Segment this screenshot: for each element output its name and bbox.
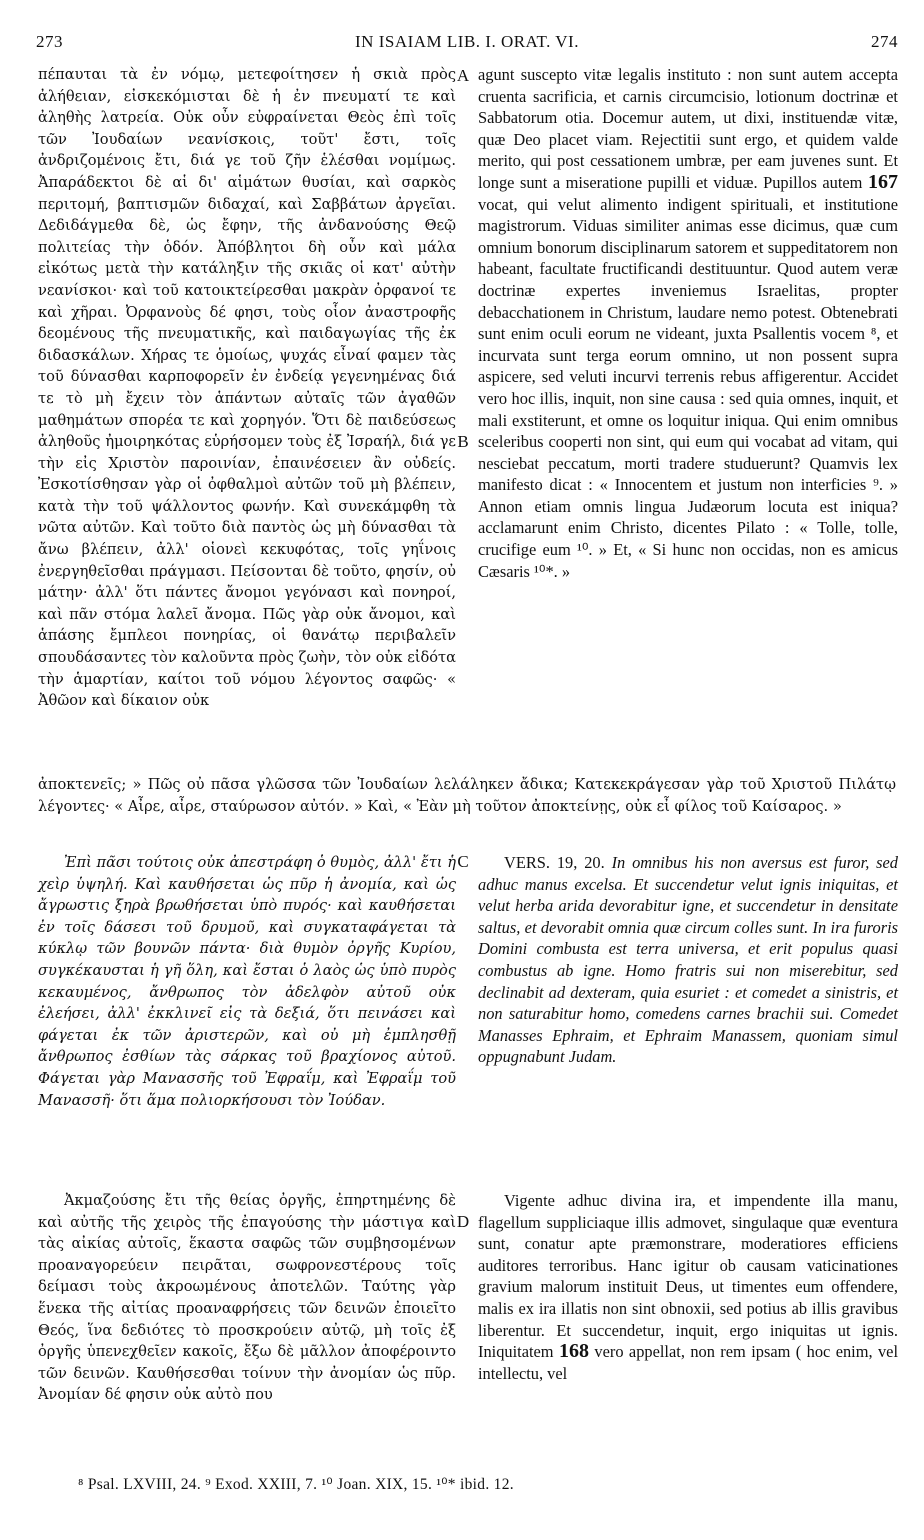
column-number-168: 168: [558, 1340, 589, 1363]
running-title: IN ISAIAM LIB. I. ORAT. VI.: [355, 32, 579, 51]
latin-text-2: [478, 852, 898, 1068]
latin-text-1-part-a: agunt suscepto vitæ legalis instituto : non sunt autem accepta cruenta sacrificia, et carnis circumcisio, lotionum doctrinæ et Sabbatorum otia. Docemur autem, ut dixi, instituendæ vitæ, quæ Deo placet viam. Rejectitii sunt ergo, et quidem valde merito, qui post cessationem umbræ, per eam juvenes sunt. Et longe sunt a miseratione pupilli et viduæ. Pupillos autem: [478, 65, 898, 192]
margin-marker-d: D: [456, 1212, 470, 1231]
latin-text-3-part-b: vero appellat, non rem ipsam ( hoc enim, vel intellectu, vel: [478, 1342, 898, 1383]
latin-column-section-3: [478, 1190, 898, 1384]
page-header: [36, 32, 898, 54]
greek-column-section-3: [38, 1190, 456, 1406]
margin-marker-a: A: [456, 66, 470, 85]
full-width-greek-line: [38, 774, 896, 817]
margin-marker-b: B: [457, 432, 469, 451]
verse-heading: VERS. 19, 20.: [504, 853, 605, 872]
footnotes: ⁸ Psal. LXVIII, 24. ⁹ Exod. XXIII, 7. ¹⁰ Joan. XIX, 15. ¹⁰* ibid. 12.: [78, 1476, 514, 1493]
page-number-right: 274: [871, 32, 898, 51]
latin-text-3-part-a: Vigente adhuc divina ira, et impendente illa manu, flagellum suppliciaque illis admovet, singulaque quæ eventura sunt, conatur apte præmonstrare, moderatiores efficiens auditores terroribus. Hanc igitur ob causam vaticinationes gravium malorum instituit Deus, ut timentes eum offendere, malis ex ira illatis non sint obnoxii, sed potius ab illis gravibus liberentur. Et succendetur, inquit, ergo iniquitas ut ignis. Iniquitatem: [478, 1191, 898, 1362]
latin-text-3: [478, 1190, 898, 1384]
latin-column-section-1: [478, 64, 898, 582]
greek-column-section-1: [38, 64, 456, 712]
page-number-left: 273: [36, 32, 63, 51]
greek-text-3: Ἀκμαζούσης ἔτι τῆς θείας ὀργῆς, ἐπηρτημένης δὲ καὶ αὐτῆς τῆς χειρὸς τῆς ἐπαγούσης τὴν μάστιγα καὶ τὰς αἰκίας αὐτοῖς, ἕκαστα σαφῶς τῶν συμβησομένων προαναγορεύειν πειρᾶται, σωφρονεστέρους τοῖς δείμασι τοὺς ἀκροωμένους ἀποτελῶν. Ταύτης γὰρ ἕνεκα τῆς αἰτίας προαναφρήσεις τῶν δεινῶν ἐποιεῖτο Θεός, ἵνα δεδιότες τὸ προσκρούειν αὐτῷ, μὴ τοῖς ἐξ ὀργῆς ὑπενεχθεῖεν κακοῖς, ἔξω δὲ μᾶλλον ἀποφέροιντο τῶν δεινῶν. Καυθήσεσθαι τοίνυν τὴν ἀνομίαν ὡς πῦρ. Ἀνομίαν δέ φησιν οὐκ αὐτὸ που: [38, 1192, 456, 1404]
latin-text-1-part-b: vocat, qui velut alimento indigent spirituali, et institutione magistrorum. Viduas similiter animas esse dicimus, quæ cum omnium bonorum disciplinarum satorem et suppeditatorem non habeant, facultate fructificandi destituuntur. Quod autem veræ doctrinæ expertes inveniemus Israelitas, propter debacchationem in Christum, laudare nemo potest. Obtenebrati sunt enim oculi eorum ne videant, juxta Psallentis vocem ⁸, et incurvata sunt terga eorum omnino, ut non possent supra aspicere, sed veluti incurvi terrenis rebus affigerentur. Accidet vero hoc illis, inquit, non sine causa : sed quia omnes, inquit, et mali exstiterunt, et omne os loquitur iniqua. Qui enim omnibus sceleribus cooperti non sint, qui eum qui vocabat ad vitam, qui nesciebat peccatum, morti tradere studuerunt? Quamvis lex manifesto dicat : « Innocentem et justum non interficies ⁹. » Annon etiam omnis lingua Judæorum locuta est iniqua? acclamarunt enim Christo, dicentes Pilato : « Tolle, tolle, crucifige eum ¹⁰. » Et, « Si hunc non occidas, non es amicus Cæsaris ¹⁰*. »: [478, 194, 898, 581]
greek-text-1: πέπαυται τὰ ἐν νόμῳ, μετεφοίτησεν ἡ σκιὰ πρὸς ἀλήθειαν, εἰσκεκόμισται δὲ ἡ ἐν πνευματί τε καὶ ἀληθὴς λατρεία. Οὐκ οὖν εὐφραίνεται Θεὸς ἐπὶ τοῖς τῶν Ἰουδαίων νεανίσκοις, τοῦτ' ἔστι, τοῖς ἀνδριζομένοις ἔτι, διά γε τοῦ ζῆν ἑλέσθαι νομίμως. Ἀπαράδεκτοι δὲ αἱ δι' αἱμάτων θυσίαι, καὶ σαρκὸς περιτομή, βαπτισμῶν διδαχαί, καὶ Σαββάτων ἀργεῖαι. Δεδιδάγμεθα δὲ, ὡς ἔφην, τῆς ἀνδανούσης Θεῷ πολιτείας τὴν ὁδόν. Ἀπόβλητοι δὴ οὖν καὶ μάλα εἰκότως μετὰ τὴν κατάληξιν τῆς σκιᾶς οἱ κατ' αὐτὴν νεανίσκοι· καὶ τοῦ κατοικτείρεσθαι μακρὰν ὀρφανοί τε καὶ χῆραι. Ὀρφανοὺς δέ φησι, τοὺς οἷον ἀναστροφῆς δεομένους τῆς πνευματικῆς, καὶ παιδαγωγίας τῆς ἐκ διδασκάλων. Χήρας τε ὁμοίως, ψυχάς εἶναί φαμεν τὰς τοῦ δύνασθαι καρποφορεῖν ἐν ἐνδείᾳ γεγενημένας διά τε τὸ μὴ ἔχειν τὸν ἁπάντων αὐταῖς τῶν ἀγαθῶν μαθημάτων σπορέα τε καὶ χορηγόν. Ὅτι δὲ παιδεύσεως ἀληθοῦς ἠμοιρηκότας εὑρήσομεν τοὺς ἐξ Ἰσραήλ, διά γε τὴν εἰς Χριστὸν παροινίαν, ἐπαινέσειεν ἂν οὐδείς. Ἐσκοτίσθησαν γὰρ οἱ ὀφθαλμοὶ αὐτῶν τοῦ μὴ βλέπειν, κατὰ τὴν τοῦ ψάλλοντος φωνήν. Καὶ συνεκάμφθη τὰ νῶτα αὐτῶν. Καὶ τοῦτο διὰ παντὸς ὡς μὴ δύνασθαι τὰ ἄνω βλέπειν, ἀλλ' οἱονεὶ κεκυφότας, τοῖς γηΐνοις ἐνεργηθεῖσθαι πράγμασι. Πείσονται δὲ τοῦτο, φησίν, οὐ μάτην· ἀλλ' ὅτι πάντες ἄνομοι γεγόνασι καὶ πονηροί, καὶ πᾶν στόμα λαλεῖ ἄνομα. Πῶς γὰρ οὐκ ἄνομοι, καὶ ἁπάσης ἔμπλεοι πονηρίας, οἱ θανάτῳ περιβαλεῖν σπουδάσαντες τὸν καλοῦντα πρὸς ζωὴν, τὸν οὐκ εἰδότα τὴν ἁμαρτίαν, καίτοι τοῦ νόμου λέγοντος σαφῶς· « Ἀθῶον καὶ δίκαιον οὐκ: [38, 66, 456, 710]
latin-verse-text: In omnibus his non aversus est furor, sed adhuc manus excelsa. Et succendetur velut ignis iniquitas, et velut herba arida devorabitur igne, et succendetur in densitate saltus, et devorabit omnia quæ circum colles sunt. In ira furoris Domini combusta est terra universa, et erit populus quasi combustus ab igne. Homo fratris sui non miserebitur, sed declinabit ad dexteram, quia esuriet : et comedet a sinistris, et non saturabitur homo, comedens carnes brachii sui. Comedet Manasses Ephraim, et Ephraim Manassem, quoniam simul oppugnabunt Judam.: [478, 853, 898, 1067]
full-width-greek-text: ἀποκτενεῖς; » Πῶς οὐ πᾶσα γλῶσσα τῶν Ἰουδαίων λελάληκεν ἄδικα; Κατεκεκράγεσαν γὰρ τοῦ Χριστοῦ Πιλάτῳ λέγοντες· « Αἶρε, αἶρε, σταύρωσον αὐτόν. » Καὶ, « Ἐὰν μὴ τοῦτον ἀποκτείνῃς, οὐκ εἶ φίλος τοῦ Καίσαρος. »: [38, 776, 896, 815]
latin-text-1: [478, 64, 898, 582]
greek-column-section-2: [38, 852, 456, 1111]
greek-text-2: Ἐπὶ πᾶσι τούτοις οὐκ ἀπεστράφη ὁ θυμὸς, ἀλλ' ἔτι ἡ χεὶρ ὑψηλή. Καὶ καυθήσεται ὡς πῦρ ἡ ἀνομία, καὶ ὡς ἄγρωστις ξηρὰ βρωθήσεται ὑπὸ πυρός· καὶ καυθήσεται ἐν τοῖς δάσεσι τοῦ δρυμοῦ, καὶ συγκαταφάγεται τὰ κύκλῳ τῶν βουνῶν πάντα· διὰ θυμὸν ὀργῆς Κυρίου, συγκέκαυσται ἡ γῆ ὅλη, καὶ ἔσται ὁ λαὸς ὡς ὑπὸ πυρὸς κεκαυμένος, ἄνθρωπος τὸν ἀδελφὸν αὐτοῦ οὐκ ἐλεήσει, ἀλλ' ἐκκλινεῖ εἰς τὰ δεξιά, ὅτι πεινάσει καὶ φάγεται ἐκ τῶν ἀριστερῶν, καὶ οὐ μὴ ἐμπλησθῇ ἄνθρωπος ἐσθίων τὰς σάρκας τοῦ βραχίονος αὐτοῦ. Φάγεται γὰρ Μανασσῆς τοῦ Ἐφραΐμ, καὶ Ἐφραΐμ τοῦ Μανασσῆ· ὅτι ἅμα πολιορκήσουσι τὸν Ἰούδαν.: [38, 854, 456, 1109]
margin-marker-c: C: [457, 852, 469, 871]
column-number-167: 167: [867, 170, 898, 193]
latin-column-section-2: [478, 852, 898, 1068]
